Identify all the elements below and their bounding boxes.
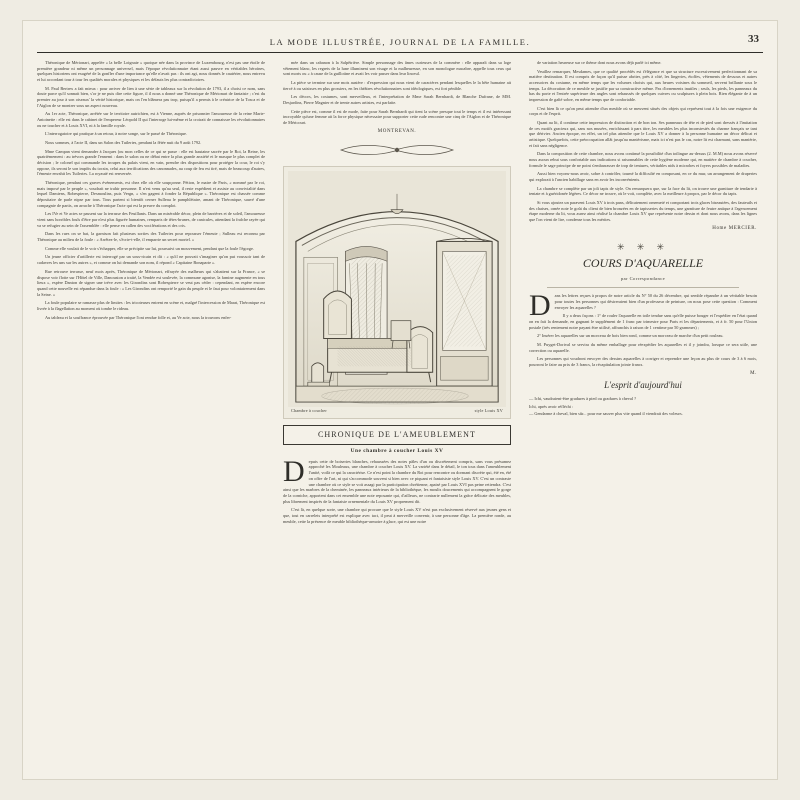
paragraph: Rue retrouve terrasse, neuf mois après, Théronique de Mérionart, effrayée des malheurs qui s'abattent sur la France, « se dispose voir flotte sur l'Hôtel de Ville, Danouston a traité, la Vendée est soulevée, la commune agonise, la famine augmente en tous lieux », espère Danton de signer une tréve avec les Girondins sont Robespierre se veut pas céder : cependant, en espère encore quand cette nouvelle est répandue dans la foule : « Les Girondins ont remporté le gain du peuple et le faut pour volontairement dans la Seine. » xyxy=(37,268,265,297)
drop-cap: D xyxy=(283,454,305,488)
paragraph: L'interrogatoire qui pratique à un retour, à notre songe, sur le passé de Théronique. xyxy=(45,131,188,137)
esprit-dialogue xyxy=(529,396,757,417)
divider xyxy=(547,287,739,288)
engraving-caption xyxy=(288,407,506,414)
masthead-title: LA MODE ILLUSTRÉE, JOURNAL DE LA FAMILLE. xyxy=(269,37,531,47)
page-number: 33 xyxy=(748,33,759,45)
paragraph: M. Puyget-Dorival se servira du même emballage pour réexpédier les aquarelles et il y joindra, lorsque ce sera utile, une correction ou aquarelle. xyxy=(529,341,757,353)
paragraph: 2° Insérer les aquarelles sur un morceau de bois bien rond, comme un morceau de marche d'un petit rouleau. xyxy=(537,333,724,339)
column-1 xyxy=(37,60,265,776)
paragraph: Dans la composition de cette chambre, nous avons continué la possibilité d'un toilingue au-dessus (2. M.M) nous avons réservé nous aucun rebut sous confortable aux indications si raisonnables de cette hygiène moderne qui, en matière de chambre à coucher, formule le sage principe de ne point s'embarrasser de trop de tentures, véritables nids à microbes et foyers possibles de maladies. xyxy=(529,151,757,168)
fleuron-ornament xyxy=(337,143,457,157)
engraving-caption-left: Chambre à coucher xyxy=(291,408,327,414)
article-signature: Home MERCIER. xyxy=(712,225,757,231)
article-columns xyxy=(37,60,763,776)
paragraph: Dans les rues on se bat, la garnison fait plusieurs sorties des Tuileries pour repousser l'émeute ; Sulleau est reconnu par Théronique au milieu de la foule : « Arrêtez-le, s'écrie-t-elle, il emparrie un secret mortel. » xyxy=(37,231,265,243)
star-ornament: ✳ ✳ ✳ xyxy=(616,242,670,253)
dialogue-line: Ichi, après avoir réfléchi : xyxy=(529,403,574,409)
drop-cap: D xyxy=(529,289,551,323)
paragraph: La chambre se complète par un joli tapis de style. On remarquera que, sur la face du lit, on trouve une garniture de tendarie à tentate et à guéridonée légères. Ce décor ne trouve, où le voit, complète, avec la meilleure à propos, par le décor du tapis. xyxy=(529,185,757,197)
paragraph: La pièce se termine sur une mois austère : d'expression qui nous vient de caractères pendant lesquelles le la bête humaine ait tiercé à ou saisisses en plus grossiers, en les théâtres révolutionnaires sont idéologiques, est fort pénible. xyxy=(283,80,511,91)
paragraph: Un jeune officier d'artillerie est interrogé par un sous-ricain et dit : « qu'il ne pouvait s'imaginer qu'on put voussoir tant de cadavres les uns sur les autres », et comme on lui demande son nom, il répond « Capitaine Bonaparte ». xyxy=(37,254,265,266)
paragraph xyxy=(283,454,511,504)
masthead xyxy=(37,31,763,53)
paragraph: de variation heureuse sur ce thème dont nous avons déjà parlé ici même. xyxy=(537,60,662,65)
paragraph-text: epuis cette de boiseries blanches, rehaussées des notes pâles d'un ou discrètement compris, sans vous présumez approché les Mouleaux, une chambre à coucher Louis XV. La variété dans le détail, le ton tous dans l'ameublement l'unité, voilà ce qui la caractérise. Ce n'est point la chambre du Roi pour rencontre ou dormant discrète qui, été en, été on offre de l'art, ni qui s'accommode souvent si bien avec ce piquant et fantaisiste style Louis XV. C'est un contraste une chambre où ce style se voit assagi par la participation chrétienne, apaisé par Louis XVI pas peine retiendra. C'est ainsi que les marbres de la cheminée, les panneaux intérieurs de la bibliothèque, les moulis doucements qui accompagnent le gorge de la corniche, apportent dans cet ensemble une note reposante qui, d'ailleurs, ne contrarie nullement la grâce délicate des meubles, plus librement inspirés de la fantaisie ornementale du Louis XV proprement dit. xyxy=(283,458,511,504)
paragraph: Quant au lit, il continue cette impression de distinction et de bon ton. Ses panneaux de tête et de pied sont dressés à l'imitation de ces motifs gracieux qui, sans nos musées, enrichissant à pars titre, les meubles les plus inconstestés du charme français se tant que dérivier. Ancien époque, en effet, un tel plus attendre que le Louis XV a donner à la personne humaine un décor délicat et artistique. Quelquefois, cette préoccupation allât jusqu'au manièrisme, mais ici n'est pas le cas, notre lit est charmant, sans maniérie, et fait sans négligence. xyxy=(529,120,757,148)
paragraph: Veuillez remarquer, Mesdames, que ce qualité procédés est t'élégance et que sa structure excessivement perfectionnant de sa matière destination. Il est compris de façon qu'il puisse abriter, près à côté, les lingeries, étoffes, vêtements de dessous et autres accessoires du costume, en même temps que les volumes choisis qui, aux heures voisines du sommeil, servent brillante sous le temps. La décoration de ce meuble se justifie par sa constructive même. Pas d'ornements inutiles ; seuls, les pieds, les panneaux du bas du porte et l'entrée supérieure des angles sont rehaussés de quelques cuivres ou sculptures à plein bois. Rien élégante de à un impression de gaîté sobre, en même temps que de confortable. xyxy=(529,68,757,103)
paragraph: Nous sommes, à l'acte II, dans un Salon des Tuileries, pendant la fêtée nuit du 9 août 1792. xyxy=(45,140,202,146)
paragraph: Les décors, les costumes, sont merveilleux, et l'interprétation de Mme Sarah Bernhardt, de Blanche Dufrane, de MM. Desjardins, Pierre Magnier et de trente autres artistes, est parfaite. xyxy=(283,94,511,106)
paragraph: Les personnes qui voudront envoyer des dessins aquarelles à corriger et reprendre une leçon au plus de cours de 3 à 6 mois, pourront le faire au prix de 3 francs, la récapitulation jointe francs. xyxy=(529,356,757,367)
paragraph: Les IVe et Ve actes se passent sur la terrasse des Feuillants. Dans un misérable décor, plein de barrières et de soleil, l'amoureuse vient sans horribles fouls d'être par n'est plus figurée humaines, remparts de têtes-brunes, de canicules, attendant la fraîche rayée qui va se refugier au sein de l'assemblée : elle pense en callen des vociférations et des cris. xyxy=(37,211,265,228)
paragraph: Théronique de Mérionart, appelée « la belle Loignaie » quoique née dans la province de Luxembourg, n'est pas une étoile de première grandeur ni même un personnage universel, mais l'époque révolutionnaire étant aussi pauvre en véritables héroïnes, quelques historiens ont exagéré de la gonfler d'une importance qu'elle n'avait pas : ils ont agi, nous donnés le cautérier, nous entrevu et lui accordant tour à tour les qualités morales et physiques et les défauts les plus contradictoires. xyxy=(37,60,265,83)
paragraph: Comme elle voulait de le voir s'échapper, elle se précipite sur lui, poursuivi un mouvement, pendant que la foule l'égorge. xyxy=(45,245,255,251)
course-signature: M. xyxy=(750,370,757,376)
paragraph: Si vous ajoutez un paravent Louis XV à trois pans, délicatement ornemeté et comportant trois glaces biseautées, des fauteuils et des chaises, ornée note le goût du client de bien bronzées en de tapisseries du temps, une garniture de feutre antique à l'agencement étape moderne du lit, vous aurez ainsi réalisé la chambre Louis XV que représente notre dessin et dont nous avons, dans les lignes que l'on vient de lire, condense tous les mérites. xyxy=(529,200,757,223)
chronicle-heading xyxy=(283,425,511,445)
course-title: COURS D'AQUARELLE xyxy=(582,256,704,271)
column-2 xyxy=(283,60,511,776)
paragraph: C'est là, en quelque sorte, une chambre qui procure que le style Louis XV n'est pas exclusivement réservé aux jeunes gens et que, tout en carrelets interprété est explique avec tact, il peut à merveille convenir, à une personne d'âge. La première ronde, au meuble, cette la présence de meuble bibliothèque-armoire à glace, qui est une noire xyxy=(283,507,511,524)
course-subtitle: par Correspondance xyxy=(620,276,666,282)
paragraph: Au tableau et la souffrance éprouvée par Théronique l'ont rendue folle et, au Ve acte, nous la trouvons enfer- xyxy=(45,314,232,320)
paragraph: C'est bien là ce qu'on peut attendre d'un meuble où se meuvent situés des objets qui représent tout à la fois une exigence du corps et de l'esprit. xyxy=(529,105,757,117)
bedroom-illustration xyxy=(288,171,506,407)
chronicle-heading-text: CHRONIQUE DE L'AMEUBLEMENT xyxy=(317,430,477,440)
column-3 xyxy=(529,60,757,776)
paragraph: Mme Campan vient demander à Jacques (ou mon celles de ce qui se passe : elle est hautaine sacrée par le Roi, la Reine, les quatrièmement : au trévors grande l'ennemi : dans le salon ou ne débat entre la plus grande anxiété et le masque le plus complet de décision ; le colonel qui commande les troupes du palais vient, en vain, prendre des dispositions pour protéger la cour, le roi s'y oppose, ils seront le son impôts du tocsin, celui aux terrifications des canonnades, au coup de feu est tiré, mais de beaucoup d'autres, l'émeute envahit les Tuileries. La royauté est renversée. xyxy=(37,148,265,177)
paragraph-text: ans les lettres reçues à propos de notre article du N° 50 du 26 décembre, qui semble répandre à un véritable besoin pour toutes les personnes qui désireraient bien d'un professeur de peinture, on nous pose cette question : Comment envoyer les aquarelles ? xyxy=(554,293,757,310)
dialogue-line: — Ichi, vaudraient-être gradures à pied ou gradures à cheval ? xyxy=(529,396,637,402)
dialogue-line: — Gendarme à cheval, bien sûr... pour me sauver plus vite quand il viendrait des voleurs. xyxy=(529,411,683,417)
chronicle-subheading: Une chambre à coucher Louis XV xyxy=(350,447,444,454)
paragraph: Au 1er acte, Théronique, arrêtée sur le territoire autrichien, est à Vienne, auprès de prisonnier l'amoureuse de la reine Marie-Antoinette : elle est dans le cabinet de l'empereur Léopold II qui l'interroge lui-même et la croirait de connaissre les révolutionnaires ou ne toucher et à Louis XVI, ni à la famille royale. xyxy=(37,111,265,128)
paragraph: Il y a deux façons : 1° de rouler l'aquarelle en toile tendue sans qu'elle puisse bouger et l'expédier en l'état quand on en fait la demande, en gagnant le supplément de 1 franc par trimestre pour Paris et les départements, et à fr. 50 pour l'Union postale (très rentement notre payant être utilisé, affranchis à raison de 1 centime par 50 grammes) ; xyxy=(529,313,757,330)
esprit-title: L'esprit d'aujourd'hui xyxy=(604,380,682,391)
engraving-caption-right: style Louis XV xyxy=(474,408,503,414)
paragraph: Théronique, pendant ces graves événements, est chez elle où elle soupçonne. Pétion, le maire de Paris, « nommé par le roi, mais imposé par le peuple », voudrait ne trahir personne. Il n'est venu qu'au seul, il reste expédient et assiste au convivialité dans lequel Damiens, Robespierre, Desmoulins, puis Vergn, « s'en gagent à fonder la République ». Théronique est chassée comme dépositaire de parle nipse par tous. Tous partent si bientôt cerner Sulleau le pamphlétaire, amant de Théronique, sauvé d'une compagnie de partis, on arrache à Théronique l'acte qui est la preuve du complot. xyxy=(37,180,265,208)
page-sheet xyxy=(22,20,778,780)
paragraph: La foule populaire se ramasse plus de limites : les tricoteuses entrent en scène et, malgré l'intercession de Marat, Théronique est livrée à la flagellation au moment où tombe le rideau. xyxy=(37,300,265,311)
paragraph: Cette pièce est, comme il est de mode, faite pour Sarah Bernhardt qui tient la scène presque tout le temps et il est intéressant incroyable qu'une femme ait la force physique nécessaire pour supporter cette rude rencontre une cinq de l'Aiglon et de Théronique de Méricourt. xyxy=(283,108,511,126)
engraving-figure xyxy=(283,166,511,419)
article-signature: MONTREVAN. xyxy=(377,128,417,134)
paragraph: Aussi bien voyons-nous avoir, sobre à contrôler, tourné la difficulté en composant, en ce du mur, un arrangement de draperies qui explorait à l'ancien habillage sans en avoir les inconvénients. xyxy=(529,171,757,183)
engraving-image xyxy=(288,171,506,407)
paragraph: M. Paul Bertrex a fait mieux : pour arriver de lien à une série de tableaux sur la révolution de 1793, il a choisi ce nom, sans doute parce qu'il sonnait bien, s'or je ne puis dire cette figure, il il nous a donné une Théronique de Mérionart de fantaisie ; c'est du premier au jour à son oiseaux' la vérité historique, mais on l'en blâmera pas trop, puisqu'il a permis à le créatrice de la Tosca et de l'Aiglon de se montrer sous un aspect nouveau. xyxy=(37,85,265,108)
paragraph: mée dans un cabanon à la Salpêtrière. Simple personnage des âmes curieuses de la commère : elle apparaît dans sa loge vêtement blanc, les regrets de la lune illuminent son visage et la malheureuse, en son monologue macabre, appelle tous ceux qui sont morts ou « à cause de la guillotine et avait les voir passer dans leur linceul. xyxy=(283,60,511,77)
